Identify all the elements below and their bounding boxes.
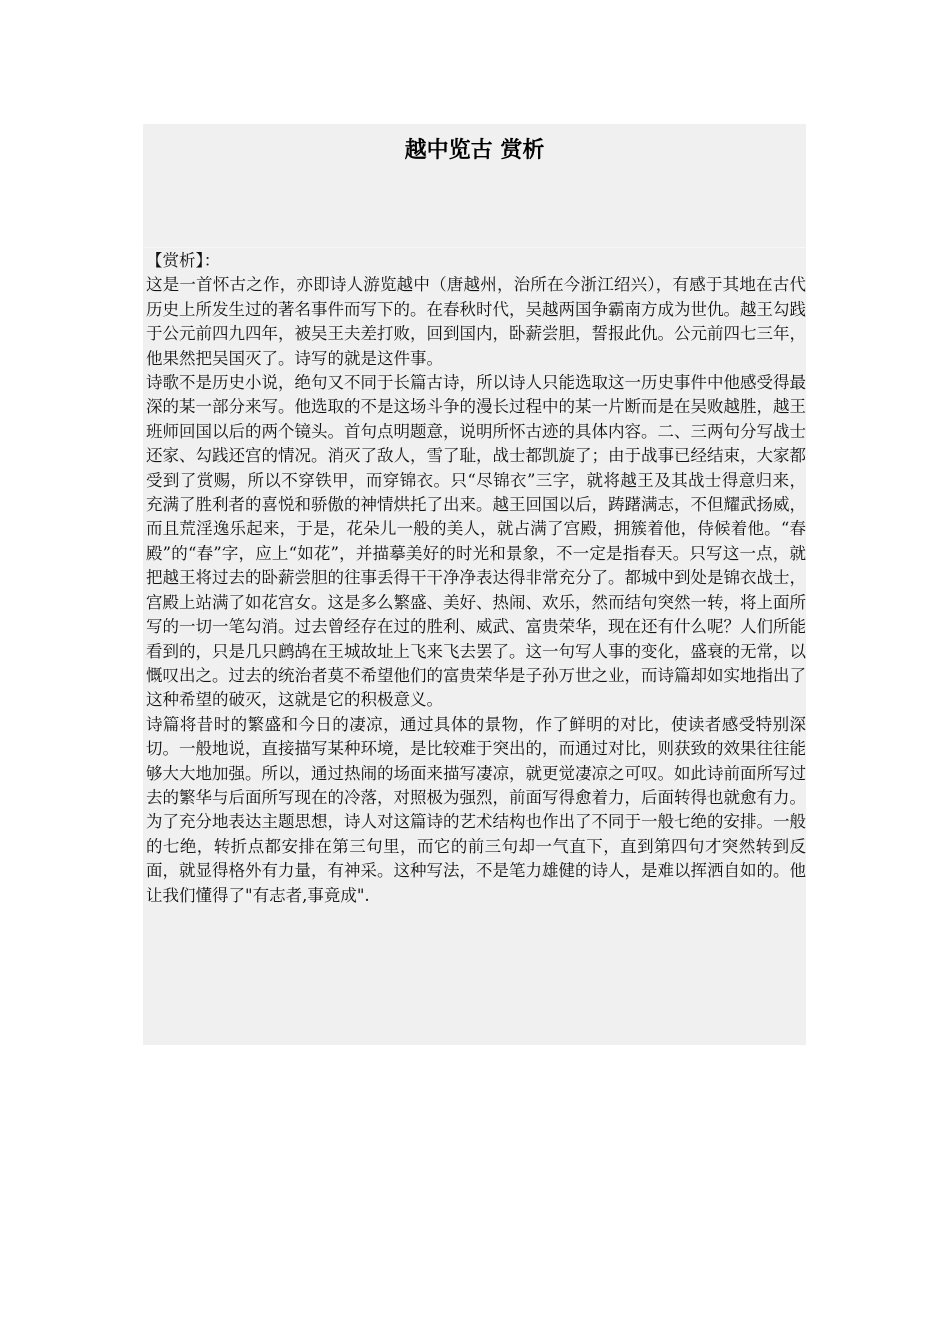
header-divider bbox=[143, 247, 806, 248]
section-label: 【赏析】： bbox=[146, 251, 221, 270]
paragraph: 诗篇将昔时的繁盛和今日的凄凉，通过具体的景物，作了鲜明的对比，使读者感受特别深切。一般地说，直接描写某种环境，是比较难于突出的，而通过对比，则获致的效果往往能够大大地加强。所以，通过热闹的场面来描写凄凉，就更觉凄凉之可叹。如此诗前面所写过去的繁华与后面所写现在的冷落，对照极为强烈，前面写得愈着力，后面转得也就愈有力。为了充分地表达主题思想，诗人对这篇诗的艺术结构也作出了不同于一般七绝的安排。一般的七绝，转折点都安排在第三句里，而它的前三句却一气直下，直到第四句才突然转到反面，就显得格外有力量，有神采。这种写法，不是笔力雄健的诗人，是难以挥洒自如的。他让我们懂得了"有志者,事竟成". bbox=[146, 714, 806, 905]
document-panel bbox=[143, 124, 806, 1045]
paragraph: 这是一首怀古之作，亦即诗人游览越中（唐越州，治所在今浙江绍兴），有感于其地在古代历史上所发生过的著名事件而写下的。在春秋时代，吴越两国争霸南方成为世仇。越王勾践于公元前四九四年，被吴王夫差打败，回到国内，卧薪尝胆，誓报此仇。公元前四七三年，他果然把吴国灭了。诗写的就是这件事。 bbox=[146, 275, 806, 368]
paragraph: 诗歌不是历史小说，绝句又不同于长篇古诗，所以诗人只能选取这一历史事件中他感受得最深的某一部分来写。他选取的不是这场斗争的漫长过程中的某一片断而是在吴败越胜，越王班师回国以后的两个镜头。首句点明题意，说明所怀古迹的具体内容。二、三两句分写战士还家、勾践还宫的情况。消灭了敌人，雪了耻，战士都凯旋了；由于战事已经结束，大家都受到了赏赐，所以不穿铁甲，而穿锦衣。只“尽锦衣”三字，就将越王及其战士得意归来，充满了胜利者的喜悦和骄傲的神情烘托了出来。越王回国以后，踌躇满志，不但耀武扬威，而且荒淫逸乐起来，于是，花朵儿一般的美人，就占满了宫殿，拥簇着他，侍候着他。“春殿”的“春”字，应上“如花”，并描摹美好的时光和景象，不一定是指春天。只写这一点，就把越王将过去的卧薪尝胆的往事丢得干干净净表达得非常充分了。都城中到处是锦衣战士，宫殿上站满了如花宫女。这是多么繁盛、美好、热闹、欢乐，然而结句突然一转，将上面所写的一切一笔勾消。过去曾经存在过的胜利、威武、富贵荣华，现在还有什么呢？人们所能看到的，只是几只鹧鸪在王城故址上飞来飞去罢了。这一句写人事的变化，盛衰的无常，以慨叹出之。过去的统治者莫不希望他们的富贵荣华是子孙万世之业，而诗篇却如实地指出了这种希望的破灭，这就是它的积极意义。 bbox=[146, 373, 806, 710]
document-body bbox=[146, 249, 806, 908]
page-title: 越中览古 赏析 bbox=[404, 137, 545, 163]
